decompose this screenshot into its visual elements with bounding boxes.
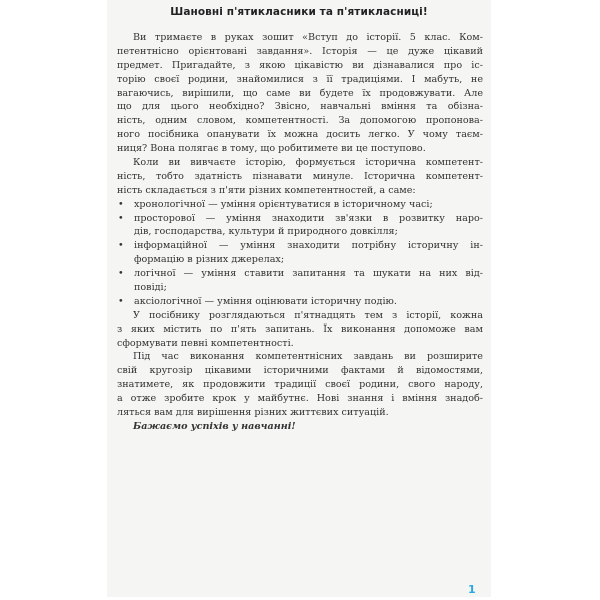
bullet-item bbox=[117, 198, 483, 212]
bullet-icon: • bbox=[118, 268, 124, 280]
text-line: петентнісно орієнтовані завдання». Історія — це дуже цікавий bbox=[117, 45, 483, 57]
document-body bbox=[117, 31, 483, 434]
text-line: а отже зробите крок у майбутнє. Нові знання і вміння знадоб- bbox=[117, 393, 483, 405]
text-line: інформаційної — уміння знаходити потрібну історичну ін- bbox=[134, 240, 483, 252]
text-line: логічної — уміння ставити запитання та шукати на них від- bbox=[134, 268, 483, 280]
text-line: ниця? Вона полягає в тому, що робитимете ви це поступово. bbox=[117, 143, 426, 155]
text-line: що для цього необхідно? Звісно, навчальні вміння та обізна- bbox=[117, 101, 483, 113]
text-line: ляться вам для вирішення різних життєвих ситуацій. bbox=[117, 407, 389, 419]
text-line: хронологічної — уміння орієнтуватися в історичному часі; bbox=[134, 198, 433, 210]
text-line: з яких містить по п'ять запитань. Їх виконання допоможе вам bbox=[117, 323, 483, 335]
bullet-icon: • bbox=[118, 212, 124, 224]
paragraph bbox=[117, 309, 483, 351]
text-line: формацію в різних джерелах; bbox=[134, 254, 285, 266]
text-line: Ви тримаєте в руках зошит «Вступ до історії. 5 клас. Ком- bbox=[133, 32, 483, 43]
page-number: 1 bbox=[468, 583, 476, 596]
text-line: сформувати певні компетентності. bbox=[117, 337, 294, 349]
bullet-item bbox=[117, 239, 483, 267]
text-line: просторової — уміння знаходити зв'язки в розвитку наро- bbox=[134, 212, 483, 224]
text-line: вагаючись, вирішили, що саме ви будете їх продовжувати. Але bbox=[117, 87, 483, 99]
bullet-icon: • bbox=[118, 198, 124, 210]
bullet-icon: • bbox=[118, 240, 124, 252]
paragraph bbox=[117, 350, 483, 419]
text-line: аксіологічної — уміння оцінювати історичну подію. bbox=[134, 295, 397, 307]
text-line: свій кругозір цікавими історичними фактами й відомостями, bbox=[117, 365, 483, 377]
text-line: ність, тобто здатність пізнавати минуле. Історична компетент- bbox=[117, 170, 483, 182]
document-page bbox=[107, 0, 491, 597]
text-line: Під час виконання компетентнісних завдань ви розширите bbox=[133, 351, 483, 363]
text-line: ність, одним словом, компетентності. За допомогою пропонова- bbox=[117, 115, 483, 127]
text-line: ного посібника опанувати їх можна досить легко. У чому таєм- bbox=[117, 129, 483, 141]
text-line: У посібнику розглядаються п'ятнадцять тем з історії, кожна bbox=[133, 309, 483, 321]
text-line: Коли ви вивчаєте історію, формується історична компетент- bbox=[133, 157, 483, 169]
text-line: знатимете, як продовжити традиції своєї родини, свого народу, bbox=[117, 379, 483, 391]
text-line: ність складається з п'яти різних компетентностей, а саме: bbox=[117, 184, 416, 196]
text-line: повіді; bbox=[134, 282, 167, 294]
bullet-item bbox=[117, 212, 483, 240]
page-title: Шановні п'ятикласники та п'ятикласниці! bbox=[170, 6, 428, 18]
bullet-icon: • bbox=[118, 295, 124, 307]
paragraph bbox=[117, 156, 483, 198]
text-line: дів, господарства, культури й природного довкілля; bbox=[134, 226, 398, 238]
paragraph bbox=[117, 31, 483, 156]
bullet-item bbox=[117, 267, 483, 295]
text-line: торію своєї родини, знайомилися з її традиціями. І мабуть, не bbox=[117, 73, 483, 85]
closing-wish: Бажаємо успіхів у навчанні! bbox=[133, 420, 296, 432]
text-line: предмет. Пригадайте, з якою цікавістю ви дізнавалися про іс- bbox=[117, 59, 483, 71]
bullet-item bbox=[117, 295, 483, 309]
